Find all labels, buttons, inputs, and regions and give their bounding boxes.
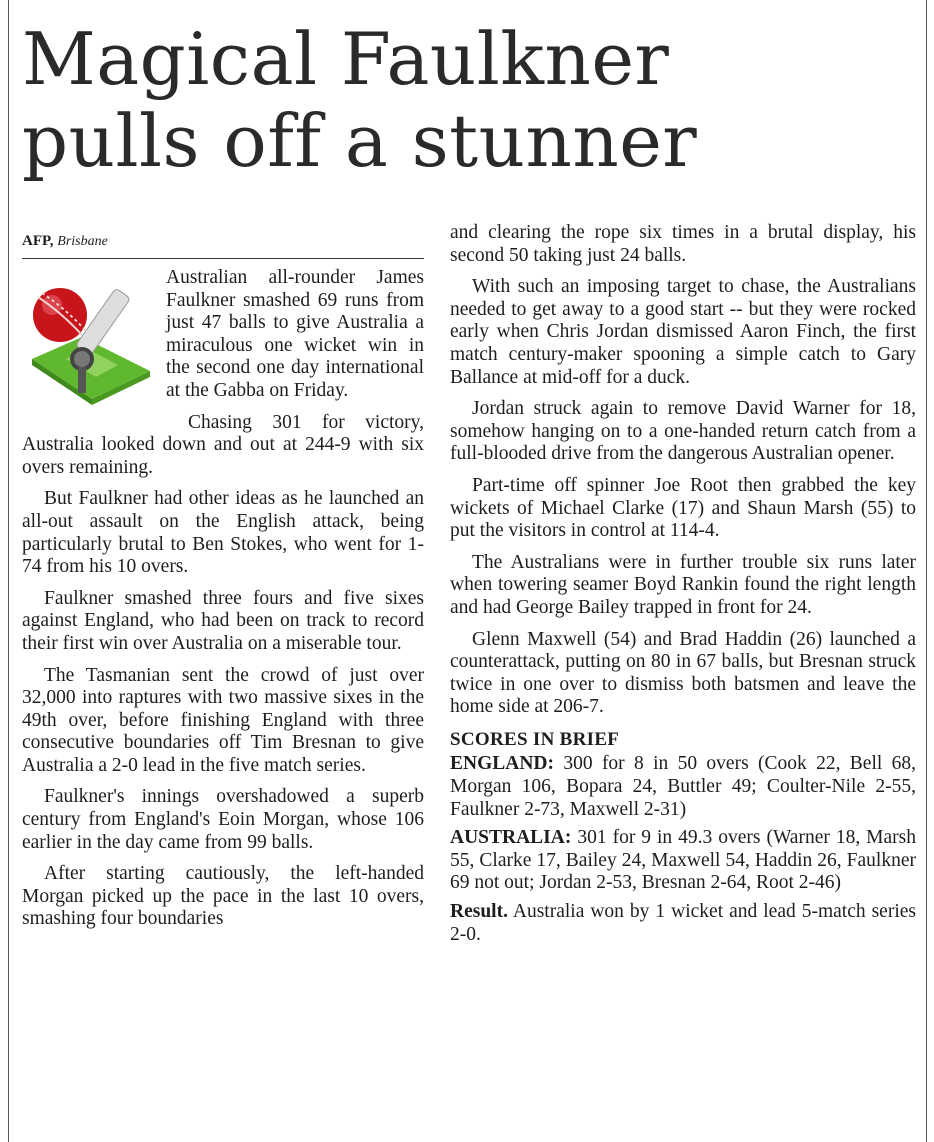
scores-result-text: Australia won by 1 wicket and lead 5-match series 2-0. xyxy=(450,901,916,945)
paragraph-left-1: Australian all-rounder James Faulkner smashed 69 runs from just 47 balls to give Australia a miraculous one wicket win in the second one day international at the Gabba on Friday. xyxy=(166,267,424,401)
paragraph-right-6: Glenn Maxwell (54) and Brad Haddin (26) launched a counterattack, putting on 80 in 67 balls, but Bresnan struck twice in one over to dismiss both batsmen and leave the home side at 206-7. xyxy=(450,628,916,718)
scores-result-label: Result. xyxy=(450,901,508,923)
paragraph-left-4: Faulkner smashed three fours and five sixes against England, who had been on track to record their first win over Australia on a miserable tour. xyxy=(22,587,424,654)
paragraph-right-4: Part-time off spinner Joe Root then grabbed the key wickets of Michael Clarke (17) and Shaun Marsh (55) to put the visitors in control at 114-4. xyxy=(450,474,916,542)
byline-agency: AFP, xyxy=(22,233,54,249)
cricket-icon xyxy=(22,267,158,417)
headline-line-2: pulls off a stunner xyxy=(22,99,698,183)
right-column xyxy=(450,222,916,952)
paragraph-right-1: and clearing the rope six times in a brutal display, his second 50 taking just 24 balls. xyxy=(450,222,916,266)
headline-line-1: Magical Faulkner xyxy=(22,17,670,101)
paragraph-right-2: With such an imposing target to chase, the Australians needed to get away to a good start -- but they were rocked early when Chris Jordan dismissed Aaron Finch, the first match century-maker spooning a simple catch to Gary Ballance at mid-off for a duck. xyxy=(450,276,916,388)
paragraph-right-3: Jordan struck again to remove David Warner for 18, somehow hanging on to a one-handed return catch from a full-blooded drive from the dangerous Australian opener. xyxy=(450,398,916,465)
page-border-right xyxy=(926,0,927,1142)
scores-australia xyxy=(450,827,916,895)
cricket-ball-icon xyxy=(33,288,87,342)
paragraph-left-3: But Faulkner had other ideas as he launched an all-out assault on the English attack, being particularly brutal to Ben Stokes, who went for 1-74 from his 10 overs. xyxy=(22,488,424,578)
left-column xyxy=(22,222,424,940)
paragraph-left-5: The Tasmanian sent the crowd of just over 32,000 into raptures with two massive sixes in the 49th over, before finishing England with three consecutive boundaries off Tim Bresnan to give Australia a 2-0 lead in the five match series. xyxy=(22,664,424,776)
page-border-left xyxy=(8,0,9,1142)
scores-england-label: ENGLAND: xyxy=(450,753,555,775)
scores-england-text: 300 for 8 in 50 overs (Cook 22, Bell 68, Morgan 106, Bopara 24, Buttler 49; Coulter-Nile 2-55, Faulkner 2-73, Maxwell 2-31) xyxy=(450,753,917,820)
byline xyxy=(22,222,424,259)
paragraph-left-7: After starting cautiously, the left-handed Morgan picked up the pace in the last 10 overs, smashing four boundaries xyxy=(22,863,424,930)
byline-place: Brisbane xyxy=(57,234,108,249)
scores-title: SCORES IN BRIEF xyxy=(450,728,620,750)
paragraph-left-2: Chasing 301 for victory, Australia looked down and out at 244-9 with six overs remaining. xyxy=(22,411,424,478)
scores-result xyxy=(450,901,916,946)
headline xyxy=(22,18,922,182)
scores-australia-text: 301 for 9 in 49.3 overs (Warner 18, Marsh 55, Clarke 17, Bailey 24, Maxwell 54, Haddin 26, Faulkner 69 not out; Jordan 2-53, Bresnan 2-64, Root 2-46) xyxy=(450,827,917,894)
paragraph-right-5: The Australians were in further trouble six runs later when towering seamer Boyd Rankin found the right length and had George Bailey trapped in front for 24. xyxy=(450,551,916,618)
scores-australia-label: AUSTRALIA: xyxy=(450,827,572,849)
paragraph-left-6: Faulkner's innings overshadowed a superb century from England's Eoin Morgan, whose 106 earlier in the day came from 99 balls. xyxy=(22,786,424,853)
scores-england xyxy=(450,753,916,821)
